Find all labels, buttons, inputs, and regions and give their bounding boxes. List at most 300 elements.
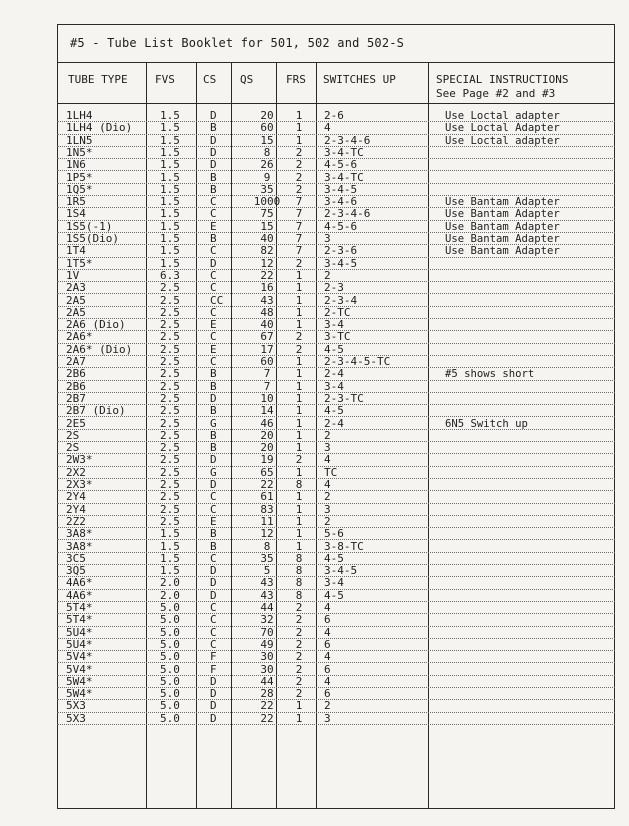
cell-qs: 19	[260, 454, 274, 467]
cell-switches-up: 2-4	[324, 368, 344, 381]
table-row	[57, 319, 615, 331]
cell-tube-type: 5V4*	[66, 663, 93, 676]
cell-switches-up: 6	[324, 614, 331, 627]
cell-fvs: 2.5	[160, 429, 180, 442]
cell-qs: 28	[260, 688, 274, 701]
cell-tube-type: 2B7 (Dio)	[66, 405, 126, 418]
table-row	[57, 590, 615, 602]
cell-cs: E	[210, 515, 217, 528]
cell-tube-type: 3A8*	[66, 540, 93, 553]
cell-fvs: 2.5	[160, 417, 180, 430]
header-fvs: FVS	[155, 73, 175, 86]
cell-cs: C	[210, 638, 217, 651]
cell-qs: 22	[260, 700, 274, 713]
cell-switches-up: 2-6	[324, 110, 344, 122]
table-row	[57, 639, 615, 651]
table-row	[57, 270, 615, 282]
cell-frs: 1	[295, 700, 303, 713]
cell-switches-up: 3-4-6	[324, 196, 358, 209]
cell-switches-up: 6	[324, 663, 331, 676]
cell-switches-up: 4	[324, 651, 331, 664]
cell-switches-up: 4	[324, 454, 331, 467]
cell-frs: 1	[295, 294, 303, 307]
table-row	[57, 295, 615, 307]
cell-switches-up: 3-4-5	[324, 257, 358, 270]
cell-switches-up: 3-4-TC	[324, 171, 364, 184]
table-row	[57, 233, 615, 245]
cell-tube-type: 1S5(-1)	[66, 220, 113, 233]
cell-fvs: 5.0	[160, 663, 180, 676]
cell-qs: 46	[260, 417, 274, 430]
cell-fvs: 1.5	[160, 245, 180, 258]
table-row	[57, 577, 615, 589]
cell-switches-up: 4	[324, 479, 331, 491]
cell-frs: 1	[295, 515, 303, 528]
cell-cs: E	[210, 319, 217, 332]
cell-tube-type: 1S5(Dio)	[66, 233, 119, 245]
cell-frs: 1	[295, 540, 303, 553]
cell-qs: 22	[260, 269, 274, 282]
table-row	[57, 430, 615, 442]
cell-frs: 1	[295, 380, 303, 393]
cell-fvs: 1.5	[160, 220, 180, 233]
table-row	[57, 184, 615, 196]
cell-tube-type: 5X3	[66, 700, 86, 713]
cell-switches-up: TC	[324, 466, 338, 479]
cell-special-instructions: Use Loctal Adapter	[445, 122, 560, 135]
cell-switches-up: 4-5	[324, 589, 344, 602]
cell-cs: B	[210, 233, 217, 245]
cell-frs: 2	[295, 454, 303, 467]
cell-cs: F	[210, 651, 217, 664]
cell-qs: 48	[260, 306, 274, 319]
cell-switches-up: 3	[324, 442, 331, 455]
table-row	[57, 688, 615, 700]
cell-frs: 8	[295, 565, 303, 578]
table-row	[57, 393, 615, 405]
cell-fvs: 2.5	[160, 392, 180, 405]
cell-cs: D	[210, 589, 217, 602]
cell-tube-type: 5T4*	[66, 614, 93, 627]
cell-frs: 1	[295, 417, 303, 430]
cell-switches-up: 2-3-TC	[324, 392, 364, 405]
table-row	[57, 245, 615, 257]
cell-qs: 8	[263, 540, 271, 553]
cell-frs: 7	[295, 208, 303, 221]
cell-fvs: 2.0	[160, 589, 180, 602]
cell-tube-type: 2A6*	[66, 331, 93, 344]
cell-frs: 1	[295, 122, 303, 135]
cell-frs: 2	[295, 183, 303, 196]
table-row	[57, 221, 615, 233]
cell-switches-up: 4	[324, 122, 331, 135]
cell-fvs: 5.0	[160, 602, 180, 614]
cell-tube-type: 1N6	[66, 159, 86, 172]
cell-fvs: 2.5	[160, 356, 180, 368]
cell-frs: 2	[295, 614, 303, 627]
cell-tube-type: 2E5	[66, 417, 86, 430]
cell-qs: 43	[260, 294, 274, 307]
cell-qs: 82	[260, 245, 274, 258]
cell-frs: 7	[295, 196, 303, 209]
cell-tube-type: 5U4*	[66, 638, 93, 651]
cell-frs: 2	[295, 171, 303, 184]
cell-switches-up: 6	[324, 688, 331, 701]
cell-frs: 1	[295, 466, 303, 479]
cell-cs: B	[210, 368, 217, 381]
cell-tube-type: 3Q5	[66, 565, 86, 578]
cell-qs: 30	[260, 663, 274, 676]
cell-qs: 70	[260, 626, 274, 639]
header-cs: CS	[203, 73, 217, 86]
cell-tube-type: 2S	[66, 442, 80, 455]
cell-switches-up: 3-4-TC	[324, 146, 364, 159]
cell-fvs: 2.5	[160, 319, 180, 332]
cell-fvs: 1.5	[160, 208, 180, 221]
table-row	[57, 344, 615, 356]
cell-qs: 44	[260, 675, 274, 688]
cell-switches-up: 2-4	[324, 417, 344, 430]
cell-cs: D	[210, 134, 217, 147]
cell-qs: 20	[260, 442, 274, 455]
cell-cs: C	[210, 245, 217, 258]
cell-fvs: 1.5	[160, 171, 180, 184]
cell-frs: 1	[295, 282, 303, 295]
cell-tube-type: 1LH4	[66, 110, 93, 122]
cell-qs: 32	[260, 614, 274, 627]
cell-switches-up: 4-5	[324, 343, 344, 356]
cell-qs: 44	[260, 602, 274, 614]
cell-tube-type: 1T4	[66, 245, 86, 258]
cell-qs: 30	[260, 651, 274, 664]
cell-tube-type: 1V	[66, 269, 80, 282]
table-row	[57, 528, 615, 540]
cell-frs: 1	[295, 319, 303, 332]
cell-frs: 2	[295, 146, 303, 159]
cell-fvs: 5.0	[160, 712, 180, 725]
table-row	[57, 504, 615, 516]
cell-tube-type: 3A8*	[66, 528, 93, 541]
cell-switches-up: 3	[324, 712, 331, 725]
header-top-rule	[57, 62, 615, 63]
header-special-see-page: See Page #2 and #3	[436, 87, 556, 100]
cell-cs: C	[210, 306, 217, 319]
cell-qs: 43	[260, 577, 274, 590]
cell-frs: 2	[295, 602, 303, 614]
cell-frs: 2	[295, 651, 303, 664]
cell-qs: 35	[260, 183, 274, 196]
cell-qs: 9	[263, 171, 271, 184]
cell-frs: 1	[295, 442, 303, 455]
cell-switches-up: 3-4-5	[324, 565, 358, 578]
cell-switches-up: 2	[324, 700, 331, 713]
cell-qs: 1000	[253, 196, 281, 209]
cell-cs: D	[210, 146, 217, 159]
cell-qs: 60	[260, 356, 274, 368]
cell-fvs: 2.5	[160, 380, 180, 393]
cell-qs: 65	[260, 466, 274, 479]
cell-tube-type: 5U4*	[66, 626, 93, 639]
cell-cs: D	[210, 479, 217, 491]
cell-cs: D	[210, 688, 217, 701]
cell-fvs: 1.5	[160, 257, 180, 270]
cell-cs: E	[210, 343, 217, 356]
table-row	[57, 381, 615, 393]
cell-tube-type: 2B6	[66, 368, 86, 381]
cell-frs: 2	[295, 159, 303, 172]
cell-frs: 7	[295, 245, 303, 258]
cell-cs: CC	[210, 294, 224, 307]
cell-tube-type: 2A6* (Dio)	[66, 343, 133, 356]
cell-tube-type: 2W3*	[66, 454, 93, 467]
cell-qs: 20	[260, 110, 274, 122]
table-row	[57, 368, 615, 380]
cell-tube-type: 1N5*	[66, 146, 93, 159]
cell-tube-type: 2X2	[66, 466, 86, 479]
cell-fvs: 2.5	[160, 331, 180, 344]
cell-fvs: 1.5	[160, 540, 180, 553]
table-row	[57, 147, 615, 159]
cell-fvs: 2.5	[160, 368, 180, 381]
cell-switches-up: 2-3-4-6	[324, 208, 371, 221]
table-row	[57, 541, 615, 553]
table-row	[57, 208, 615, 220]
cell-qs: 40	[260, 233, 274, 245]
cell-switches-up: 2	[324, 429, 331, 442]
table-row	[57, 159, 615, 171]
cell-tube-type: 2B7	[66, 392, 86, 405]
cell-frs: 2	[295, 688, 303, 701]
cell-cs: G	[210, 417, 217, 430]
table-row	[57, 651, 615, 663]
cell-fvs: 2.5	[160, 454, 180, 467]
cell-qs: 22	[260, 712, 274, 725]
cell-fvs: 2.5	[160, 515, 180, 528]
table-row	[57, 405, 615, 417]
cell-switches-up: 2	[324, 269, 331, 282]
cell-tube-type: 1LH4 (Dio)	[66, 122, 133, 135]
cell-frs: 8	[295, 552, 303, 565]
cell-qs: 16	[260, 282, 274, 295]
cell-frs: 2	[295, 663, 303, 676]
cell-cs: C	[210, 208, 217, 221]
cell-cs: B	[210, 171, 217, 184]
cell-qs: 20	[260, 429, 274, 442]
cell-frs: 1	[295, 405, 303, 418]
cell-frs: 8	[295, 577, 303, 590]
cell-frs: 2	[295, 343, 303, 356]
cell-switches-up: 4	[324, 626, 331, 639]
cell-frs: 1	[295, 356, 303, 368]
cell-switches-up: 3-4	[324, 380, 344, 393]
cell-tube-type: 1R5	[66, 196, 86, 209]
table-row	[57, 713, 615, 725]
cell-switches-up: 3-4	[324, 577, 344, 590]
cell-cs: E	[210, 220, 217, 233]
cell-cs: C	[210, 282, 217, 295]
cell-fvs: 2.5	[160, 282, 180, 295]
cell-frs: 1	[295, 392, 303, 405]
cell-frs: 2	[295, 675, 303, 688]
header-frs: FRS	[286, 73, 306, 86]
cell-tube-type: 5W4*	[66, 688, 93, 701]
cell-frs: 1	[295, 368, 303, 381]
cell-fvs: 1.5	[160, 146, 180, 159]
cell-frs: 1	[295, 306, 303, 319]
cell-frs: 8	[295, 589, 303, 602]
cell-qs: 75	[260, 208, 274, 221]
cell-tube-type: 3C5	[66, 552, 86, 565]
table-row	[57, 627, 615, 639]
table-row	[57, 356, 615, 368]
cell-frs: 1	[295, 528, 303, 541]
cell-tube-type: 2A5	[66, 294, 86, 307]
cell-cs: D	[210, 392, 217, 405]
cell-cs: G	[210, 466, 217, 479]
cell-fvs: 2.0	[160, 577, 180, 590]
cell-switches-up: 4	[324, 602, 331, 614]
cell-tube-type: 2Y4	[66, 491, 86, 504]
table-row	[57, 135, 615, 147]
cell-switches-up: 5-6	[324, 528, 344, 541]
cell-fvs: 2.5	[160, 306, 180, 319]
cell-qs: 5	[263, 565, 271, 578]
cell-qs: 11	[260, 515, 274, 528]
cell-fvs: 5.0	[160, 651, 180, 664]
cell-special-instructions: Use Bantam Adapter	[445, 245, 560, 258]
table-row	[57, 565, 615, 577]
cell-frs: 7	[295, 220, 303, 233]
cell-tube-type: 4A6*	[66, 589, 93, 602]
cell-cs: F	[210, 663, 217, 676]
cell-fvs: 1.5	[160, 552, 180, 565]
cell-qs: 14	[260, 405, 274, 418]
table-row	[57, 307, 615, 319]
cell-cs: D	[210, 159, 217, 172]
header-special-instructions: SPECIAL INSTRUCTIONS	[436, 73, 569, 86]
cell-fvs: 2.5	[160, 503, 180, 516]
cell-tube-type: 2Z2	[66, 515, 86, 528]
cell-qs: 8	[263, 146, 271, 159]
cell-tube-type: 2A5	[66, 306, 86, 319]
table-row	[57, 122, 615, 134]
cell-cs: D	[210, 454, 217, 467]
table-row	[57, 331, 615, 343]
cell-cs: D	[210, 675, 217, 688]
cell-special-instructions: Use Bantam Adapter	[445, 233, 560, 245]
cell-switches-up: 2	[324, 515, 331, 528]
table-row	[57, 602, 615, 614]
cell-special-instructions: #5 shows short	[445, 368, 535, 381]
cell-fvs: 1.5	[160, 183, 180, 196]
cell-fvs: 1.5	[160, 110, 180, 122]
cell-cs: C	[210, 196, 217, 209]
table-row	[57, 172, 615, 184]
cell-fvs: 2.5	[160, 491, 180, 504]
cell-fvs: 1.5	[160, 122, 180, 135]
cell-qs: 35	[260, 552, 274, 565]
cell-qs: 7	[263, 380, 271, 393]
table-row	[57, 110, 615, 122]
cell-fvs: 6.3	[160, 269, 180, 282]
cell-cs: D	[210, 577, 217, 590]
cell-fvs: 1.5	[160, 233, 180, 245]
cell-cs: D	[210, 257, 217, 270]
cell-tube-type: 2B6	[66, 380, 86, 393]
cell-qs: 40	[260, 319, 274, 332]
cell-frs: 1	[295, 269, 303, 282]
cell-special-instructions: Use Loctal adapter	[445, 110, 560, 122]
cell-cs: C	[210, 503, 217, 516]
cell-frs: 2	[295, 638, 303, 651]
cell-cs: D	[210, 700, 217, 713]
cell-switches-up: 3	[324, 233, 331, 245]
cell-switches-up: 3-4-5	[324, 183, 358, 196]
cell-tube-type: 2S	[66, 429, 80, 442]
cell-fvs: 1.5	[160, 159, 180, 172]
cell-qs: 61	[260, 491, 274, 504]
cell-frs: 1	[295, 491, 303, 504]
cell-cs: C	[210, 356, 217, 368]
cell-switches-up: 4-5-6	[324, 220, 358, 233]
cell-tube-type: 1T5*	[66, 257, 93, 270]
header-qs: QS	[240, 73, 254, 86]
header-switches-up: SWITCHES UP	[323, 73, 396, 86]
cell-switches-up: 4	[324, 675, 331, 688]
cell-cs: C	[210, 269, 217, 282]
cell-qs: 26	[260, 159, 274, 172]
cell-qs: 7	[263, 368, 271, 381]
cell-cs: C	[210, 602, 217, 614]
cell-tube-type: 2X3*	[66, 479, 93, 491]
table-row	[57, 442, 615, 454]
cell-frs: 1	[295, 712, 303, 725]
table-row	[57, 454, 615, 466]
cell-cs: D	[210, 565, 217, 578]
cell-switches-up: 6	[324, 638, 331, 651]
cell-cs: B	[210, 429, 217, 442]
cell-frs: 2	[295, 257, 303, 270]
cell-fvs: 5.0	[160, 675, 180, 688]
cell-cs: C	[210, 614, 217, 627]
cell-switches-up: 4-5	[324, 405, 344, 418]
cell-switches-up: 2-3-4-6	[324, 134, 371, 147]
table-row	[57, 676, 615, 688]
cell-special-instructions: Use Loctal adapter	[445, 134, 560, 147]
cell-switches-up: 3-8-TC	[324, 540, 364, 553]
cell-switches-up: 2	[324, 491, 331, 504]
document-title: #5 - Tube List Booklet for 501, 502 and 502-S	[70, 36, 405, 50]
cell-frs: 1	[295, 110, 303, 122]
cell-fvs: 1.5	[160, 528, 180, 541]
table-row	[57, 664, 615, 676]
cell-tube-type: 4A6*	[66, 577, 93, 590]
cell-qs: 49	[260, 638, 274, 651]
cell-frs: 2	[295, 626, 303, 639]
cell-cs: B	[210, 528, 217, 541]
cell-fvs: 2.5	[160, 442, 180, 455]
cell-tube-type: 2A7	[66, 356, 86, 368]
cell-frs: 7	[295, 233, 303, 245]
cell-switches-up: 2-3-4	[324, 294, 358, 307]
cell-qs: 10	[260, 392, 274, 405]
cell-fvs: 2.5	[160, 479, 180, 491]
cell-fvs: 5.0	[160, 688, 180, 701]
cell-special-instructions: Use Bantam Adapter	[445, 220, 560, 233]
cell-special-instructions: Use Bantam Adapter	[445, 208, 560, 221]
cell-switches-up: 4-5	[324, 552, 344, 565]
cell-tube-type: 5V4*	[66, 651, 93, 664]
